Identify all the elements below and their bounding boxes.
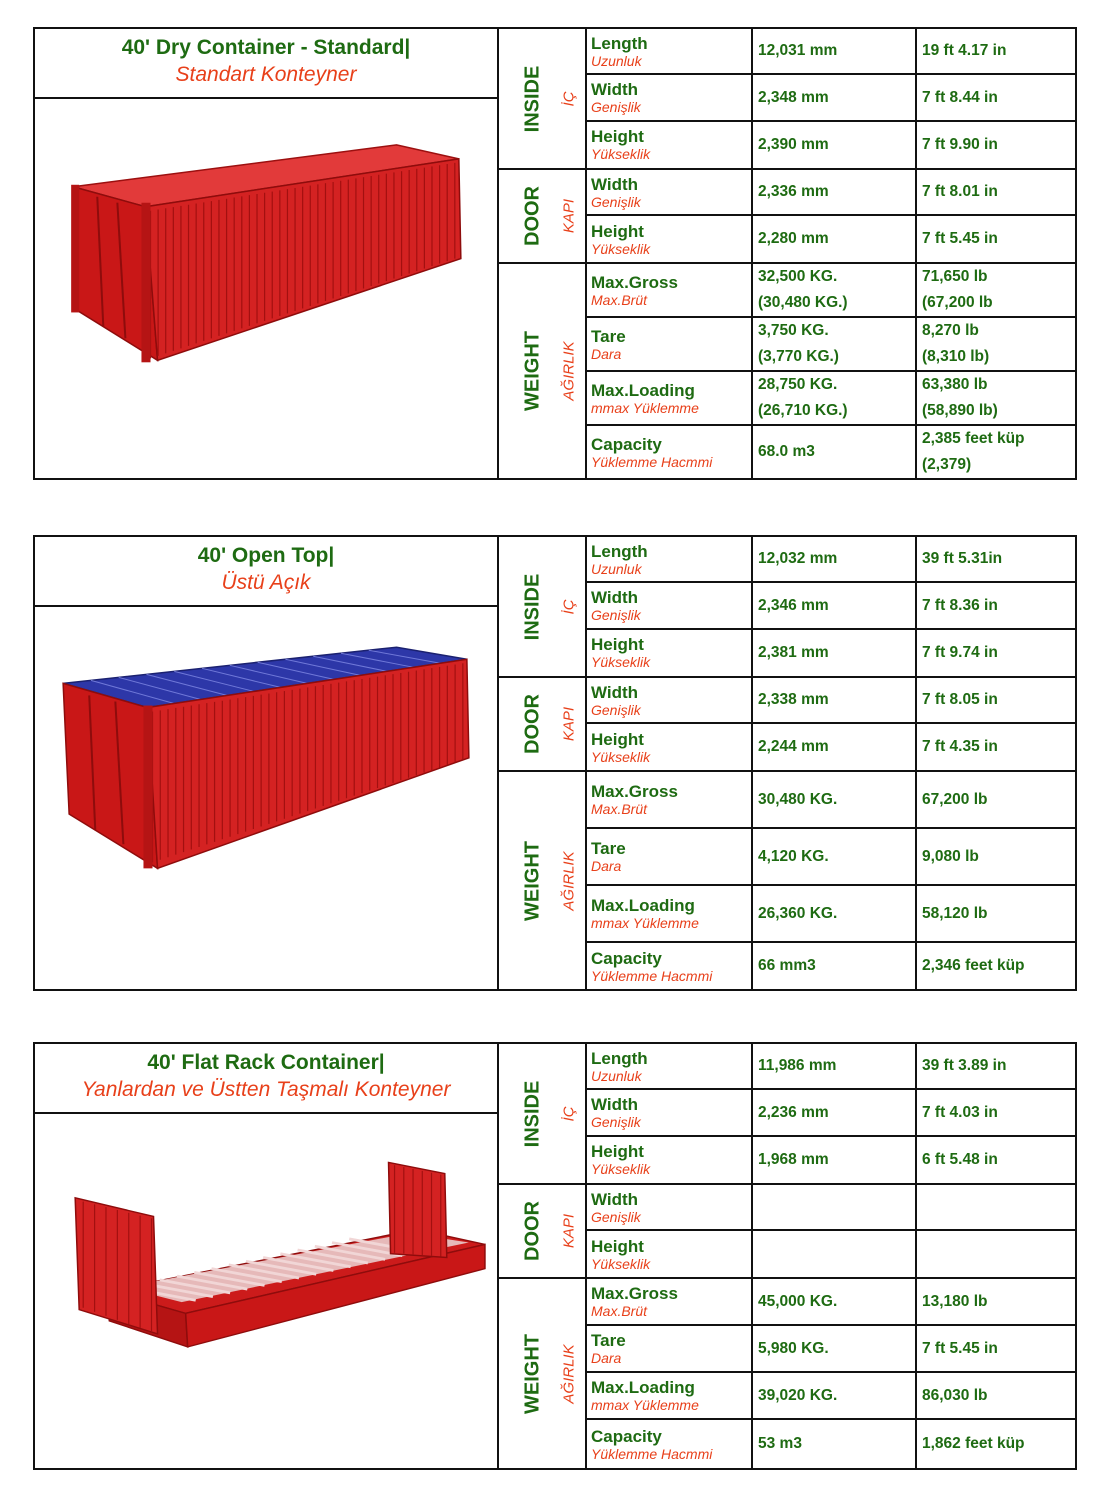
group-label-en: INSIDE — [521, 1080, 544, 1147]
container-header-panel — [35, 1044, 499, 1468]
spec-name: Capacity — [591, 948, 662, 968]
group-label-en: WEIGHT — [521, 1333, 544, 1414]
spec-name: Max.Loading — [591, 380, 695, 400]
value-line: 7 ft 4.35 in — [922, 738, 998, 755]
spec-row — [587, 216, 1075, 262]
container-subtitle: Yanlardan ve Üstten Taşmalı Konteyner — [81, 1078, 451, 1101]
spec-row — [587, 583, 1075, 629]
group-label-tr: KAPI — [560, 198, 578, 234]
group-rows — [587, 537, 1075, 676]
value-line: 68.0 m3 — [758, 443, 815, 460]
container-subtitle: Standart Konteyner — [175, 63, 357, 86]
spec-row — [587, 886, 1075, 943]
spec-name: Width — [591, 1189, 639, 1209]
spec-row — [587, 829, 1075, 886]
value-line: 39 ft 3.89 in — [922, 1057, 1007, 1075]
spec-name-tr: Genişlik — [591, 193, 641, 210]
spec-row — [587, 678, 1075, 724]
spec-table — [499, 29, 1075, 478]
spec-name-cell — [587, 886, 753, 941]
spec-name: Max.Loading — [591, 1378, 695, 1397]
spec-row — [587, 537, 1075, 583]
value-line: (3,770 KG.) — [758, 348, 839, 365]
metric-value-cell — [753, 264, 917, 316]
spec-row — [587, 318, 1075, 372]
spec-name-cell — [587, 678, 753, 722]
metric-value-cell — [753, 1279, 917, 1324]
imperial-value-cell — [917, 678, 1075, 722]
spec-group-inside — [499, 1044, 1075, 1185]
value-line: 12,031 mm — [758, 42, 838, 60]
value-line: 12,032 mm — [758, 550, 838, 568]
spec-name-cell — [587, 1137, 753, 1183]
metric-value-cell — [753, 1420, 917, 1468]
spec-name-tr: mmax Yüklemme — [591, 915, 699, 931]
spec-name-cell — [587, 122, 753, 168]
value-line: 7 ft 5.45 in — [922, 1339, 998, 1357]
group-label-en: DOOR — [521, 694, 544, 754]
group-rows — [587, 170, 1075, 262]
value-line: 7 ft 9.90 in — [922, 135, 998, 153]
spec-row — [587, 264, 1075, 318]
value-line: (2,379) — [922, 456, 972, 473]
spec-name: Length — [591, 1048, 648, 1068]
metric-value-cell — [753, 630, 917, 676]
spec-name-cell — [587, 1373, 753, 1418]
value-line: 9,080 lb — [922, 847, 979, 865]
value-line: 2,390 mm — [758, 135, 829, 153]
value-line: (67,200 lb — [922, 294, 993, 311]
metric-value-cell — [753, 772, 917, 827]
spec-name-cell — [587, 216, 753, 262]
spec-name-cell — [587, 318, 753, 370]
metric-value-cell — [753, 678, 917, 722]
spec-name-tr: Yükseklik — [591, 1255, 651, 1272]
spec-group-weight — [499, 1279, 1075, 1468]
group-label-tr: İÇ — [560, 1106, 578, 1121]
spec-row — [587, 1279, 1075, 1326]
group-label-en: WEIGHT — [521, 331, 544, 411]
spec-row — [587, 75, 1075, 121]
container-title-box — [35, 29, 497, 99]
spec-group-weight — [499, 264, 1075, 478]
group-label-en: DOOR — [521, 186, 544, 246]
spec-name-cell — [587, 1279, 753, 1324]
spec-name: Height — [591, 1142, 644, 1162]
spec-name-tr: Dara — [591, 345, 622, 362]
spec-name-tr: Max.Brüt — [591, 801, 648, 817]
spec-name-cell — [587, 724, 753, 770]
spec-name-tr: Genişlik — [591, 99, 641, 116]
spec-name: Length — [591, 33, 648, 53]
spec-row — [587, 724, 1075, 770]
spec-name: Length — [591, 541, 648, 561]
spec-row — [587, 1326, 1075, 1373]
value-line: 58,120 lb — [922, 904, 988, 922]
value-line: 7 ft 4.03 in — [922, 1103, 998, 1121]
spec-group-door — [499, 170, 1075, 264]
spec-name-tr: Genişlik — [591, 701, 641, 718]
value-line: 30,480 KG. — [758, 790, 838, 808]
spec-name-tr: Yükseklik — [591, 748, 651, 765]
spec-row — [587, 1420, 1075, 1468]
value-line: 7 ft 8.01 in — [922, 183, 998, 200]
spec-row — [587, 1137, 1075, 1183]
spec-row — [587, 170, 1075, 216]
imperial-value-cell — [917, 1090, 1075, 1134]
spec-name-tr: Dara — [591, 1350, 622, 1366]
value-line: 7 ft 9.74 in — [922, 643, 998, 661]
container-sheet — [33, 535, 1077, 991]
group-label-door — [499, 170, 587, 262]
spec-name: Width — [591, 174, 639, 194]
spec-row — [587, 630, 1075, 676]
value-line: 53 m3 — [758, 1435, 802, 1452]
group-label-door — [499, 678, 587, 770]
imperial-value-cell — [917, 583, 1075, 627]
container-title: 40' Dry Container - Standard| — [121, 36, 411, 59]
spec-name-cell — [587, 264, 753, 316]
container-title-box — [35, 1044, 497, 1114]
spec-row — [587, 29, 1075, 75]
imperial-value-cell — [917, 122, 1075, 168]
metric-value-cell — [753, 122, 917, 168]
spec-row — [587, 1373, 1075, 1420]
group-label-tr: AĞIRLIK — [560, 850, 578, 911]
spec-name-cell — [587, 630, 753, 676]
metric-value-cell — [753, 829, 917, 884]
value-line: 28,750 KG. — [758, 376, 838, 393]
spec-name-tr: Genişlik — [591, 1208, 641, 1225]
group-label-tr: AĞIRLIK — [560, 1343, 578, 1404]
value-line: 26,360 KG. — [758, 904, 838, 922]
value-line: 2,381 mm — [758, 643, 829, 661]
spec-name-cell — [587, 1420, 753, 1468]
spec-name: Tare — [591, 1331, 626, 1350]
spec-name: Capacity — [591, 1426, 662, 1446]
container-title-box — [35, 537, 497, 607]
spec-name-tr: Yükseklik — [591, 240, 651, 257]
imperial-value-cell — [917, 772, 1075, 827]
spec-row — [587, 372, 1075, 426]
value-line: 7 ft 5.45 in — [922, 230, 998, 247]
imperial-value-cell — [917, 372, 1075, 424]
metric-value-cell — [753, 1326, 917, 1371]
spec-name-cell — [587, 1326, 753, 1371]
value-line: 2,244 mm — [758, 738, 829, 755]
spec-name-cell — [587, 829, 753, 884]
group-label-en: INSIDE — [521, 573, 544, 640]
imperial-value-cell — [917, 829, 1075, 884]
open-top-container-icon — [35, 607, 497, 989]
imperial-value-cell — [917, 29, 1075, 73]
value-line: 63,380 lb — [922, 376, 988, 393]
group-label-tr: İÇ — [560, 91, 578, 106]
metric-value-cell — [753, 216, 917, 262]
value-line: 3,750 KG. — [758, 322, 829, 339]
imperial-value-cell — [917, 886, 1075, 941]
container-title: 40' Flat Rack Container| — [147, 1051, 385, 1074]
spec-name: Height — [591, 729, 644, 749]
spec-name-tr: mmax Yüklemme — [591, 1397, 699, 1413]
group-label-weight — [499, 1279, 587, 1468]
value-line: (26,710 KG.) — [758, 402, 848, 419]
imperial-value-cell — [917, 216, 1075, 262]
metric-value-cell — [753, 1231, 917, 1277]
spec-name-tr: Uzunluk — [591, 52, 642, 69]
spec-name-cell — [587, 372, 753, 424]
group-label-weight — [499, 772, 587, 989]
container-title: 40' Open Top| — [197, 544, 335, 567]
value-line: 7 ft 8.36 in — [922, 596, 998, 614]
spec-name: Width — [591, 1095, 639, 1115]
spec-row — [587, 772, 1075, 829]
spec-name: Max.Gross — [591, 1284, 678, 1303]
imperial-value-cell — [917, 537, 1075, 581]
group-label-tr: KAPI — [560, 1213, 578, 1249]
value-line: 8,270 lb — [922, 322, 979, 339]
value-line: 71,650 lb — [922, 268, 988, 285]
value-line: 2,236 mm — [758, 1103, 829, 1121]
spec-name-tr: Uzunluk — [591, 560, 642, 577]
spec-row — [587, 1044, 1075, 1090]
imperial-value-cell — [917, 1373, 1075, 1418]
metric-value-cell — [753, 1373, 917, 1418]
value-line: 2,336 mm — [758, 183, 829, 200]
value-line: 66 mm3 — [758, 957, 816, 974]
value-line: 2,346 mm — [758, 596, 829, 614]
imperial-value-cell — [917, 1044, 1075, 1088]
group-label-tr: KAPI — [560, 706, 578, 742]
group-label-tr: AĞIRLIK — [560, 341, 578, 401]
value-line: 2,385 feet küp — [922, 430, 1025, 447]
group-label-weight — [499, 264, 587, 478]
metric-value-cell — [753, 170, 917, 214]
value-line: 45,000 KG. — [758, 1292, 838, 1310]
group-label-door — [499, 1185, 587, 1277]
metric-value-cell — [753, 1090, 917, 1134]
group-label-inside — [499, 1044, 587, 1183]
spec-group-door — [499, 1185, 1075, 1279]
spec-name: Tare — [591, 839, 626, 858]
imperial-value-cell — [917, 318, 1075, 370]
metric-value-cell — [753, 1044, 917, 1088]
group-rows — [587, 772, 1075, 989]
spec-name: Height — [591, 1236, 644, 1256]
value-line: 5,980 KG. — [758, 1339, 829, 1357]
group-rows — [587, 29, 1075, 168]
imperial-value-cell — [917, 1185, 1075, 1229]
group-label-tr: İÇ — [560, 599, 578, 614]
value-line: 32,500 KG. — [758, 268, 838, 285]
spec-name: Height — [591, 221, 644, 241]
value-line: 86,030 lb — [922, 1386, 988, 1404]
spec-name-cell — [587, 583, 753, 627]
group-label-en: INSIDE — [521, 65, 544, 132]
spec-name-tr: Yükseklik — [591, 1161, 651, 1178]
group-rows — [587, 1279, 1075, 1468]
spec-name-cell — [587, 943, 753, 989]
value-line: 4,120 KG. — [758, 847, 829, 865]
metric-value-cell — [753, 75, 917, 119]
group-rows — [587, 1185, 1075, 1277]
spec-group-door — [499, 678, 1075, 772]
metric-value-cell — [753, 1185, 917, 1229]
value-line: 2,348 mm — [758, 88, 829, 106]
value-line: (58,890 lb) — [922, 402, 998, 419]
value-line: 39,020 KG. — [758, 1386, 838, 1404]
value-line: 7 ft 8.44 in — [922, 88, 998, 106]
spec-name-cell — [587, 537, 753, 581]
spec-name-cell — [587, 170, 753, 214]
spec-name-tr: Yükseklik — [591, 654, 651, 671]
spec-name: Height — [591, 127, 644, 147]
metric-value-cell — [753, 943, 917, 989]
value-line: 1,862 feet küp — [922, 1435, 1025, 1452]
spec-name-tr: Yükseklik — [591, 146, 651, 163]
imperial-value-cell — [917, 1231, 1075, 1277]
container-header-panel — [35, 29, 499, 478]
value-line: 39 ft 5.31in — [922, 550, 1003, 568]
value-line: 19 ft 4.17 in — [922, 42, 1007, 60]
spec-name: Width — [591, 682, 639, 702]
group-label-en: WEIGHT — [521, 840, 544, 921]
spec-name: Width — [591, 80, 639, 100]
metric-value-cell — [753, 372, 917, 424]
spec-name: Capacity — [591, 434, 662, 454]
value-line: 11,986 mm — [758, 1057, 837, 1075]
spec-name: Width — [591, 588, 639, 608]
imperial-value-cell — [917, 943, 1075, 989]
value-line: 2,280 mm — [758, 230, 829, 247]
spec-name-tr: Yüklemme Hacmmi — [591, 967, 713, 984]
spec-name-cell — [587, 772, 753, 827]
metric-value-cell — [753, 724, 917, 770]
spec-name-cell — [587, 426, 753, 478]
imperial-value-cell — [917, 630, 1075, 676]
imperial-value-cell — [917, 170, 1075, 214]
group-label-inside — [499, 29, 587, 168]
spec-name: Height — [591, 635, 644, 655]
imperial-value-cell — [917, 1326, 1075, 1371]
imperial-value-cell — [917, 264, 1075, 316]
dry-container-icon — [35, 99, 497, 478]
container-sheet — [33, 1042, 1077, 1470]
spec-group-weight — [499, 772, 1075, 989]
spec-name-cell — [587, 75, 753, 119]
imperial-value-cell — [917, 1279, 1075, 1324]
spec-name-cell — [587, 1044, 753, 1088]
spec-row — [587, 1231, 1075, 1277]
container-subtitle: Üstü Açık — [221, 571, 311, 594]
spec-name-tr: Max.Brüt — [591, 1303, 648, 1319]
spec-name-cell — [587, 29, 753, 73]
metric-value-cell — [753, 318, 917, 370]
imperial-value-cell — [917, 75, 1075, 119]
spec-name-tr: Dara — [591, 858, 622, 874]
imperial-value-cell — [917, 426, 1075, 478]
value-line: 7 ft 8.05 in — [922, 691, 998, 708]
spec-name-tr: Yüklemme Hacmmi — [591, 1445, 713, 1462]
spec-name: Max.Loading — [591, 896, 695, 915]
spec-name: Max.Gross — [591, 782, 678, 801]
value-line: 2,346 feet küp — [922, 957, 1025, 974]
imperial-value-cell — [917, 1137, 1075, 1183]
value-line: (8,310 lb) — [922, 348, 990, 365]
metric-value-cell — [753, 537, 917, 581]
spec-name: Max.Gross — [591, 272, 678, 292]
spec-row — [587, 943, 1075, 989]
value-line: 13,180 lb — [922, 1292, 988, 1310]
spec-row — [587, 426, 1075, 478]
spec-name-tr: Yüklemme Hacmmi — [591, 453, 713, 470]
spec-group-inside — [499, 29, 1075, 170]
imperial-value-cell — [917, 724, 1075, 770]
spec-name: Tare — [591, 326, 626, 346]
value-line: (30,480 KG.) — [758, 294, 848, 311]
spec-name-tr: Uzunluk — [591, 1067, 642, 1084]
spec-name-tr: Max.Brüt — [591, 291, 648, 308]
metric-value-cell — [753, 583, 917, 627]
container-header-panel — [35, 537, 499, 989]
spec-name-cell — [587, 1185, 753, 1229]
metric-value-cell — [753, 29, 917, 73]
spec-name-tr: mmax Yüklemme — [591, 399, 699, 416]
flat-rack-container-icon — [35, 1114, 497, 1468]
value-line: 67,200 lb — [922, 790, 988, 808]
group-label-en: DOOR — [521, 1201, 544, 1261]
container-sheet — [33, 27, 1077, 480]
spec-row — [587, 122, 1075, 168]
spec-table — [499, 1044, 1075, 1468]
spec-row — [587, 1185, 1075, 1231]
value-line: 2,338 mm — [758, 691, 829, 708]
spec-table — [499, 537, 1075, 989]
spec-name-cell — [587, 1231, 753, 1277]
group-rows — [587, 1044, 1075, 1183]
spec-name-tr: Genişlik — [591, 1114, 641, 1131]
spec-name-cell — [587, 1090, 753, 1134]
value-line: 6 ft 5.48 in — [922, 1150, 998, 1168]
group-label-inside — [499, 537, 587, 676]
group-rows — [587, 678, 1075, 770]
metric-value-cell — [753, 1137, 917, 1183]
metric-value-cell — [753, 886, 917, 941]
spec-group-inside — [499, 537, 1075, 678]
imperial-value-cell — [917, 1420, 1075, 1468]
spec-name-tr: Genişlik — [591, 607, 641, 624]
value-line: 1,968 mm — [758, 1150, 829, 1168]
metric-value-cell — [753, 426, 917, 478]
spec-row — [587, 1090, 1075, 1136]
group-rows — [587, 264, 1075, 478]
